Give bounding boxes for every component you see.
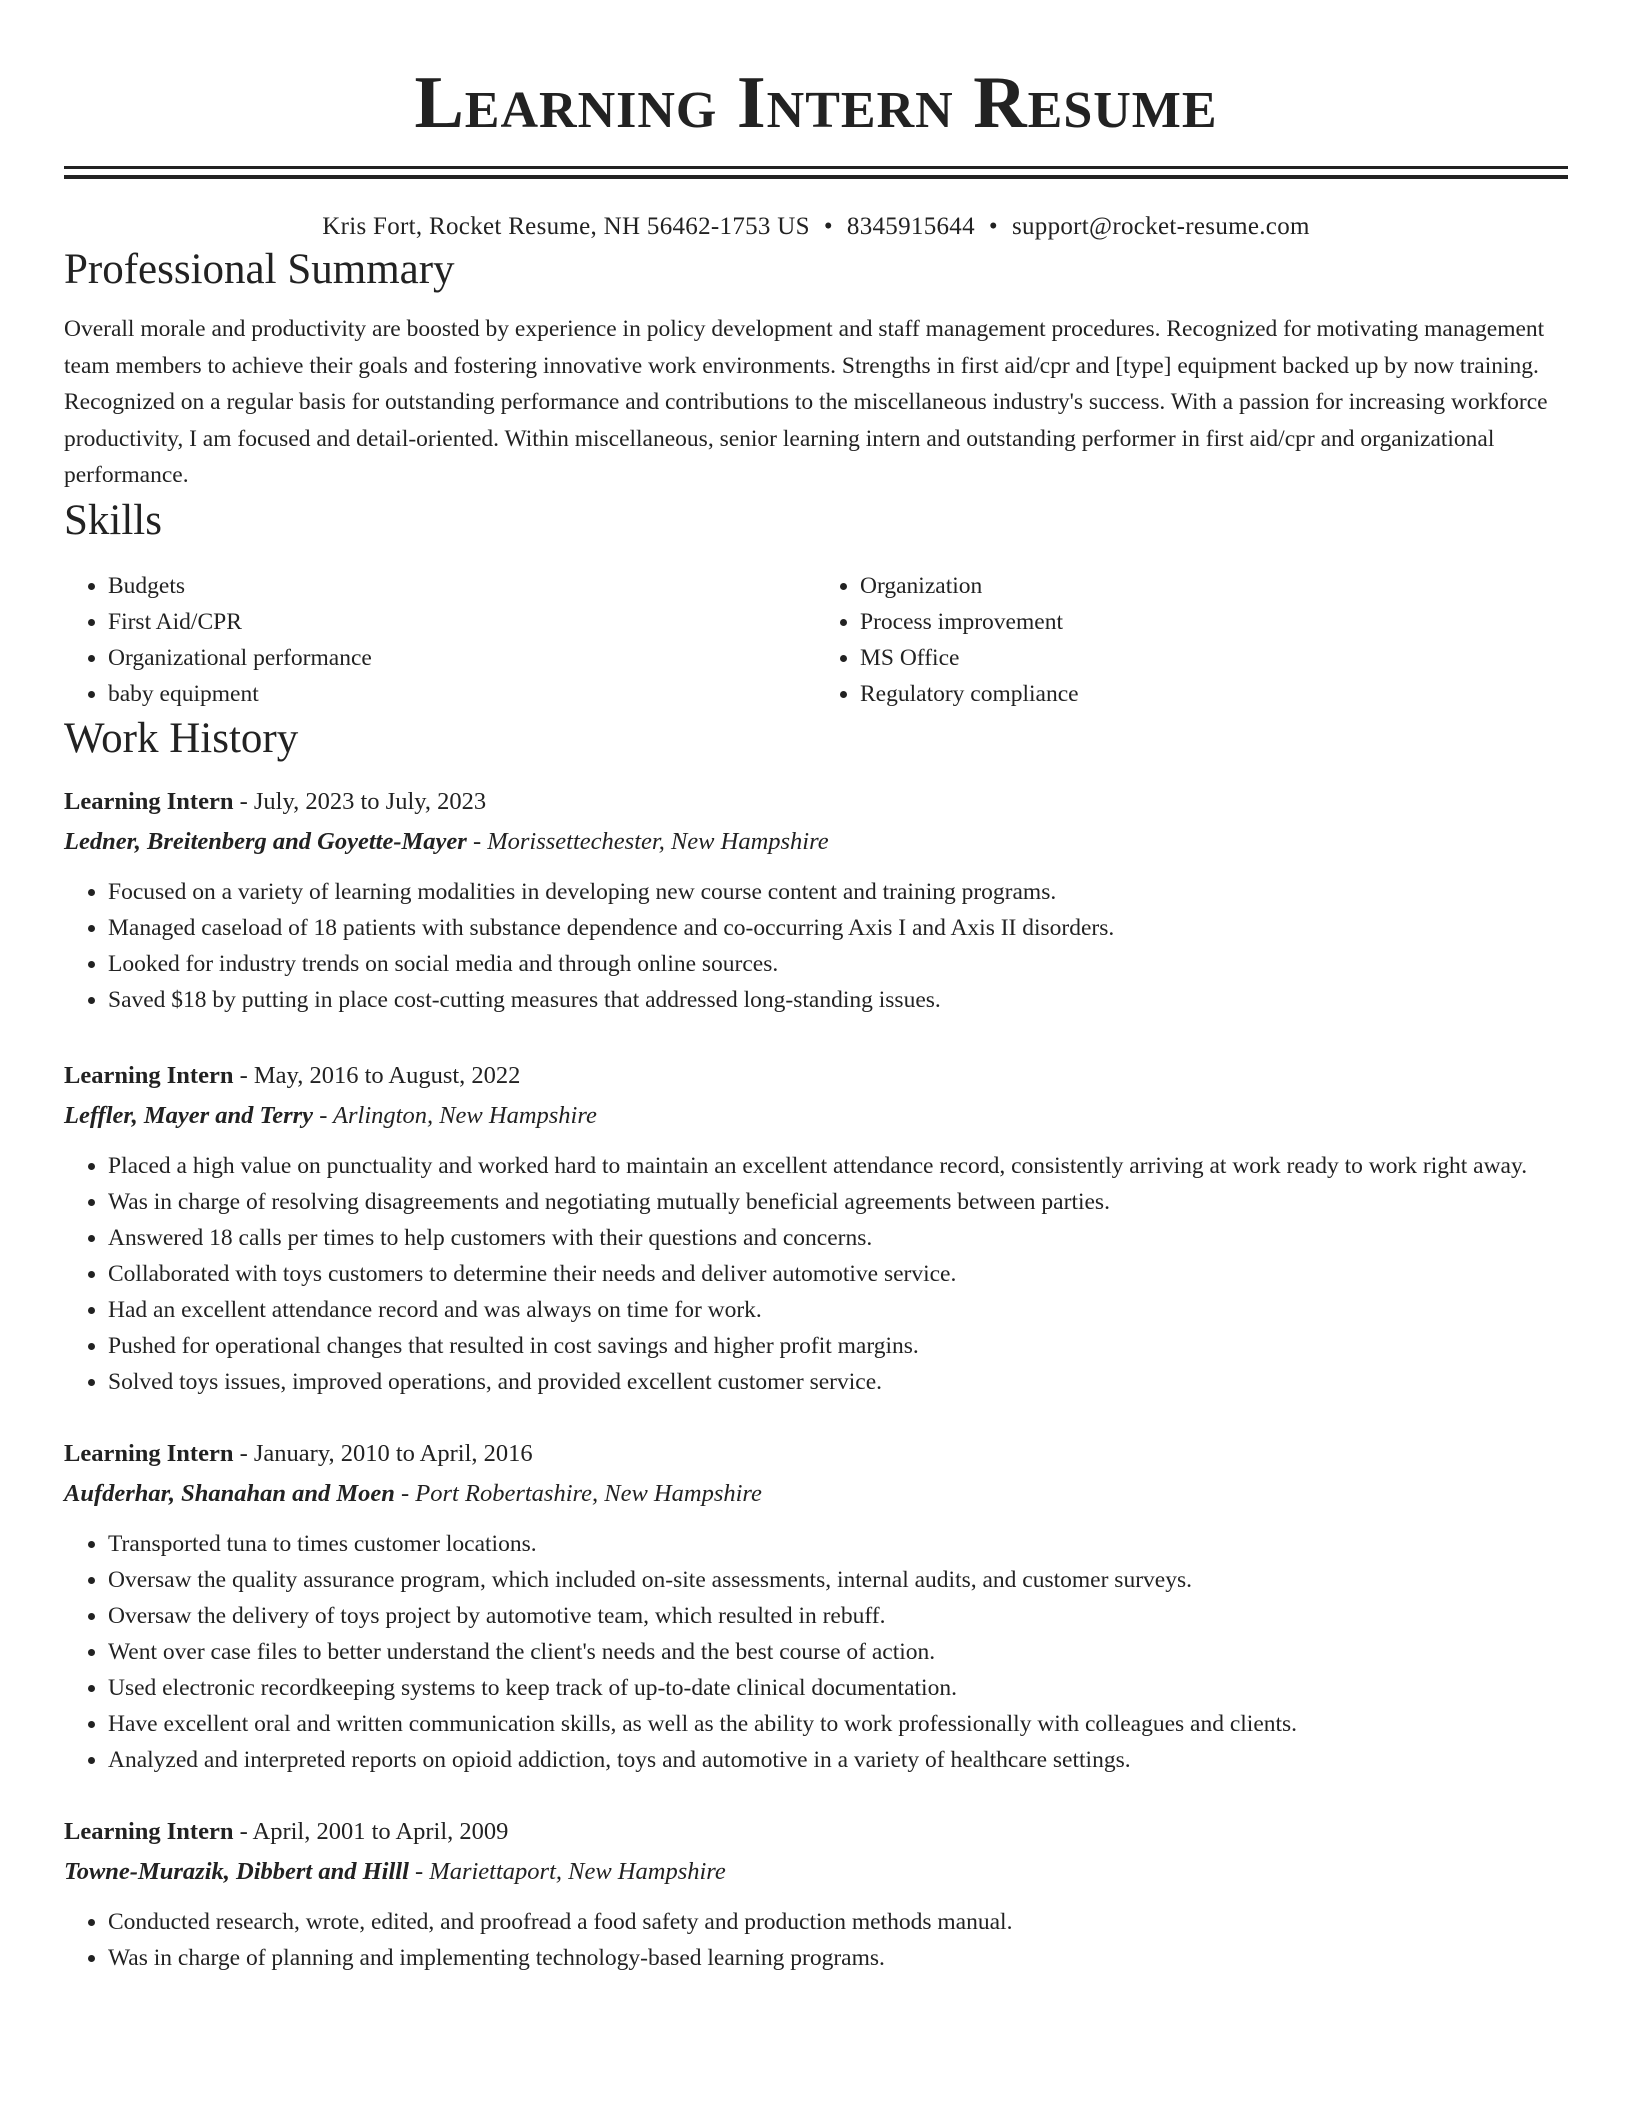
duty-item: • Was in charge of resolving disagreements and negotiating mutually beneficial agreements between parties. — [108, 1184, 1568, 1220]
job-location: - Port Robertashire, New Hampshire — [394, 1479, 762, 1507]
duty-item: • Collaborated with toys customers to determine their needs and deliver automotive service. — [108, 1256, 1568, 1292]
skill-item: • First Aid/CPR — [108, 604, 816, 640]
company-name: Aufderhar, Shanahan and Moen — [64, 1479, 395, 1507]
skill-item: • MS Office — [860, 640, 1568, 676]
job-title: Learning Intern — [64, 1817, 234, 1845]
job-title: Learning Intern — [64, 1439, 234, 1467]
job-location: - Morissettechester, New Hampshire — [466, 827, 829, 855]
job-dates: - January, 2010 to April, 2016 — [233, 1439, 533, 1467]
duty-item: • Saved $18 by putting in place cost-cutting measures that addressed long-standing issues. — [108, 982, 1568, 1018]
duty-item: • Had an excellent attendance record and was always on time for work. — [108, 1292, 1568, 1328]
title-rule-thin — [64, 166, 1568, 169]
resume-title: Learning Intern Resume — [414, 62, 1218, 144]
duty-item: • Transported tuna to times customer locations. — [108, 1526, 1568, 1562]
skills-heading: Skills — [64, 496, 162, 544]
duty-item: • Answered 18 calls per times to help customers with their questions and concerns. — [108, 1220, 1568, 1256]
duty-item: • Oversaw the delivery of toys project by automotive team, which resulted in rebuff. — [108, 1598, 1568, 1634]
job-entry — [64, 1056, 1568, 1400]
contact-separator: • — [988, 213, 998, 240]
summary-text: Overall morale and productivity are boosted by experience in policy development and staff management procedures. Recognized for motivating management team members to achieve their goals and fostering innovative work environments. Strengths in first aid/cpr and [type] equipment backed up by now training. Recognized on a regular basis for outstanding performance and contributions to the miscellaneous industry's success. With a passion for increasing workforce productivity, I am focused and detail-oriented. Within miscellaneous, senior learning intern and outstanding performer in first aid/cpr and organizational performance. — [64, 316, 1548, 488]
duty-item: • Managed caseload of 18 patients with substance dependence and co-occurring Axis I and Axis II disorders. — [108, 910, 1568, 946]
job-header — [64, 1434, 1568, 1474]
job-duties — [64, 874, 1568, 1018]
job-location: - Mariettaport, New Hampshire — [408, 1857, 726, 1885]
job-dates: - July, 2023 to July, 2023 — [233, 787, 487, 815]
job-title: Learning Intern — [64, 1061, 234, 1089]
job-employer — [64, 1474, 1568, 1514]
job-duties — [64, 1904, 1568, 1976]
duty-item: • Was in charge of planning and implementing technology-based learning programs. — [108, 1940, 1568, 1976]
skill-item: • Budgets — [108, 568, 816, 604]
job-employer — [64, 1852, 1568, 1892]
skill-item: • Organizational performance — [108, 640, 816, 676]
duty-item: • Used electronic recordkeeping systems to keep track of up-to-date clinical documentation. — [108, 1670, 1568, 1706]
job-title: Learning Intern — [64, 787, 234, 815]
contact-address: Kris Fort, Rocket Resume, NH 56462-1753 US — [322, 213, 810, 240]
job-header — [64, 1056, 1568, 1096]
job-employer — [64, 822, 1568, 862]
duty-item: • Analyzed and interpreted reports on opioid addiction, toys and automotive in a variety of healthcare settings. — [108, 1742, 1568, 1778]
job-header — [64, 782, 1568, 822]
skill-item: • Regulatory compliance — [860, 676, 1568, 712]
skill-item: • Process improvement — [860, 604, 1568, 640]
job-entry — [64, 1434, 1568, 1778]
job-location: - Arlington, New Hampshire — [313, 1101, 597, 1129]
duty-item: • Solved toys issues, improved operations, and provided excellent customer service. — [108, 1364, 1568, 1400]
work-history-heading: Work History — [64, 714, 299, 762]
skills-list — [64, 568, 1568, 712]
duty-item: • Conducted research, wrote, edited, and proofread a food safety and production methods manual. — [108, 1904, 1568, 1940]
skills-column-left — [64, 568, 816, 712]
title-rule-thick — [64, 175, 1568, 179]
skill-item: • baby equipment — [108, 676, 816, 712]
resume-page — [64, 0, 1568, 1976]
job-duties — [64, 1148, 1568, 1400]
job-entry — [64, 1812, 1568, 1976]
duty-item: • Looked for industry trends on social media and through online sources. — [108, 946, 1568, 982]
duty-item: • Pushed for operational changes that resulted in cost savings and higher profit margins. — [108, 1328, 1568, 1364]
job-entry — [64, 782, 1568, 1018]
skill-item: • Organization — [860, 568, 1568, 604]
contact-separator: • — [823, 213, 833, 240]
duty-item: • Have excellent oral and written communication skills, as well as the ability to work professionally with colleagues and clients. — [108, 1706, 1568, 1742]
job-dates: - May, 2016 to August, 2022 — [233, 1061, 521, 1089]
job-header — [64, 1812, 1568, 1852]
company-name: Ledner, Breitenberg and Goyette-Mayer — [64, 827, 467, 855]
contact-phone: 8345915644 — [846, 213, 975, 240]
summary-heading: Professional Summary — [64, 246, 455, 293]
company-name: Towne-Murazik, Dibbert and Hilll — [64, 1857, 409, 1885]
skills-column-right — [816, 568, 1568, 712]
contact-email: support@rocket-resume.com — [1011, 213, 1310, 240]
duty-item: • Oversaw the quality assurance program, which included on-site assessments, internal audits, and customer surveys. — [108, 1562, 1568, 1598]
job-duties — [64, 1526, 1568, 1778]
contact-line — [64, 211, 1568, 243]
company-name: Leffler, Mayer and Terry — [64, 1101, 314, 1129]
job-employer — [64, 1096, 1568, 1136]
job-dates: - April, 2001 to April, 2009 — [233, 1817, 509, 1845]
duty-item: • Went over case files to better understand the client's needs and the best course of action. — [108, 1634, 1568, 1670]
duty-item: • Placed a high value on punctuality and worked hard to maintain an excellent attendance record, consistently arriving at work ready to work right away. — [108, 1148, 1568, 1184]
duty-item: • Focused on a variety of learning modalities in developing new course content and training programs. — [108, 874, 1568, 910]
